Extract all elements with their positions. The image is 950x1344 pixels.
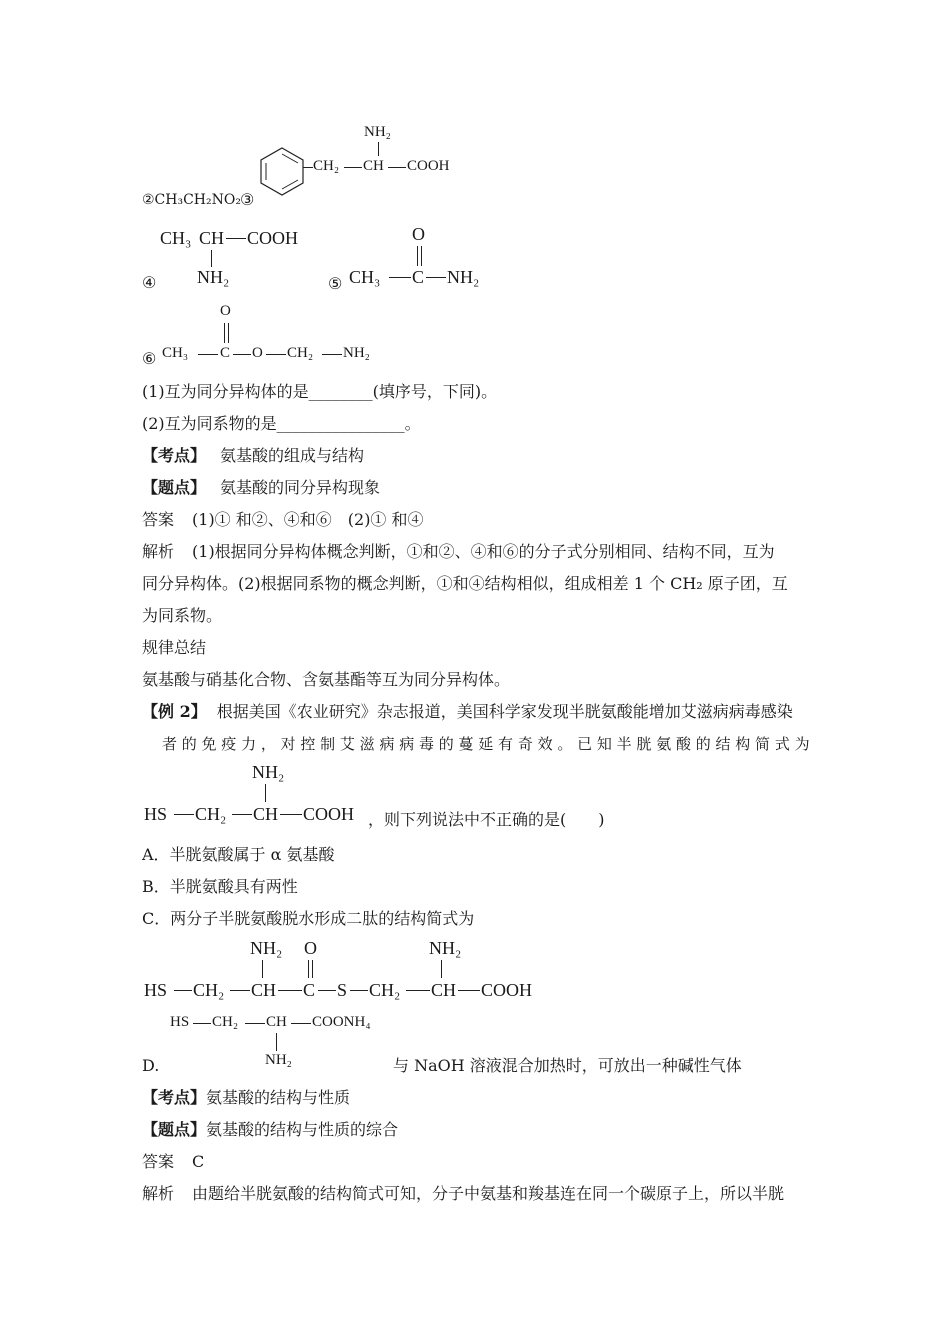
question-1: (1)互为同分异构体的是________(填序号，下同)。 <box>142 382 498 401</box>
s4-nh2: NH₂ <box>197 267 230 287</box>
salt-coonh4: COONH₄ <box>312 1014 371 1030</box>
s6-c: C <box>220 345 231 361</box>
s6-nh2: NH₂ <box>343 345 370 361</box>
dp-ch-a: CH <box>251 980 277 1000</box>
rule-text: 氨基酸与硝基化合物、含氨基酯等互为同分异构体。 <box>142 670 511 689</box>
dp-hs: HS <box>144 980 168 1000</box>
s4-ch3: CH₃ <box>160 228 192 248</box>
cys-ch2: CH₂ <box>195 804 227 824</box>
dp-s: S <box>337 980 348 1000</box>
s6-ch2: CH₂ <box>287 345 314 361</box>
dp-c: C <box>303 980 316 1000</box>
question-2: (2)互为同系物的是________________。 <box>142 414 421 433</box>
option-c: C．两分子半胱氨酸脱水形成二肽的结构简式为 <box>142 909 475 928</box>
option-d-label: D. <box>142 1056 160 1075</box>
dp-ch-b: CH <box>431 980 457 1000</box>
dp-ch2-b: CH₂ <box>369 980 401 1000</box>
analysis-2: 解析 由题给半胱氨酸的结构简式可知，分子中氨基和羧基连在同一个碳原子上，所以半胱 <box>142 1184 785 1203</box>
s3-ch: CH <box>363 158 384 174</box>
label-4: ④ <box>142 273 157 292</box>
example-2-line-1: 【例 2】 根据美国《农业研究》杂志报道，美国科学家发现半胱氨酸能增加艾滋病病毒感染 <box>142 702 793 721</box>
dp-nh2-b: NH₂ <box>429 938 462 958</box>
rule-title: 规律总结 <box>142 638 207 657</box>
s6-o-top: O <box>220 303 231 319</box>
s5-ch3: CH₃ <box>349 267 381 287</box>
analysis-1: 解析 (1)根据同分异构体概念判断，①和②、④和⑥的分子式分别相同、结构不同，互为 <box>142 542 775 561</box>
label-3: ③ <box>240 190 255 209</box>
example-2-line-2: 者 的 免 疫 力 ， 对 控 制 艾 滋 病 病 毒 的 蔓 延 有 奇 效 。 已 知 半 胱 氨 酸 的 结 构 简 式 为 <box>162 735 810 753</box>
answer-2: 答案 C <box>142 1152 205 1171</box>
s6-o: O <box>252 345 263 361</box>
s3-ch2: CH₂ <box>313 158 340 174</box>
analysis-1-line-3: 为同系物。 <box>142 606 223 625</box>
cys-nh2: NH₂ <box>252 762 285 782</box>
salt-hs: HS <box>170 1014 190 1030</box>
label-6: ⑥ <box>142 349 157 368</box>
option-b: B．半胱氨酸具有两性 <box>142 877 298 896</box>
cys-cooh: COOH <box>303 804 355 824</box>
tidian-2: 【题点】氨基酸的结构与性质的综合 <box>142 1120 399 1139</box>
benzene-ring-icon <box>252 140 312 200</box>
salt-nh2: NH₂ <box>265 1052 292 1068</box>
salt-ch2: CH₂ <box>212 1014 239 1030</box>
kaodian-2: 【考点】氨基酸的结构与性质 <box>142 1088 351 1107</box>
option-d-text: 与 NaOH 溶液混合加热时，可放出一种碱性气体 <box>393 1056 742 1075</box>
cys-hs: HS <box>144 804 168 824</box>
s4-ch: CH <box>199 228 225 248</box>
dp-o: O <box>304 938 317 958</box>
s3-nh2: NH₂ <box>364 124 391 140</box>
s4-cooh: COOH <box>247 228 299 248</box>
example-2-stem-end: ，则下列说法中不正确的是( ) <box>368 810 605 829</box>
s5-c: C <box>412 267 425 287</box>
salt-ch: CH <box>266 1014 287 1030</box>
s6-ch3: CH₃ <box>162 345 189 361</box>
dp-nh2-a: NH₂ <box>250 938 283 958</box>
label-2-formula: ②CH₃CH₂NO₂ <box>142 192 241 208</box>
dp-ch2-a: CH₂ <box>193 980 225 1000</box>
cys-ch: CH <box>253 804 279 824</box>
dp-cooh: COOH <box>481 980 533 1000</box>
label-5: ⑤ <box>328 274 343 293</box>
s5-o: O <box>412 224 425 244</box>
answer-1: 答案 (1)① 和②、④和⑥ (2)① 和④ <box>142 510 424 529</box>
s3-cooh: COOH <box>407 158 450 174</box>
tidian-1: 【题点】 氨基酸的同分异构现象 <box>142 478 381 497</box>
option-a: A．半胱氨酸属于 α 氨基酸 <box>142 845 335 864</box>
kaodian-1: 【考点】 氨基酸的组成与结构 <box>142 446 365 465</box>
s5-nh2: NH₂ <box>447 267 480 287</box>
analysis-1-line-2: 同分异构体。(2)根据同系物的概念判断，①和④结构相似，组成相差 1 个 CH₂ 原子团，互 <box>142 574 788 593</box>
